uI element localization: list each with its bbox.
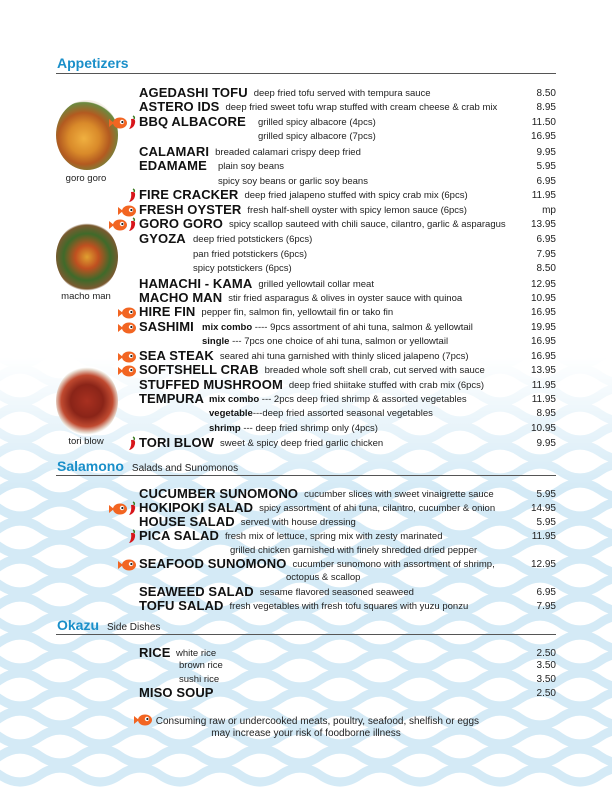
menu-item — [0, 114, 612, 129]
item-option-label: mix combo — [209, 394, 260, 405]
item-name: BBQ ALBACORE — [139, 114, 246, 129]
item-name: HIRE FIN — [139, 304, 196, 319]
item-description-text: white rice — [176, 648, 217, 659]
menu-item-option — [0, 260, 612, 275]
menu-item — [0, 187, 612, 202]
section-title-salamono: Salamono Salads and Sunomonos — [57, 458, 239, 474]
item-option-label: shrimp — [209, 423, 241, 434]
item-price: 16.95 — [530, 351, 556, 362]
item-description — [202, 334, 448, 349]
item-price: 5.95 — [536, 489, 556, 500]
item-description-text: fresh mix of lettuce, spring mix with zesty marinated — [224, 531, 443, 542]
item-price: 8.50 — [536, 88, 556, 99]
item-description — [286, 570, 360, 585]
footer-line-1: Consuming raw or undercooked meats, poultry, seafood, shelfish or eggs — [155, 716, 480, 727]
item-option-label: single — [202, 336, 230, 347]
item-description-text: grilled yellowtail collar meat — [258, 279, 374, 290]
menu-item-option — [0, 542, 612, 557]
item-price: 16.95 — [530, 131, 556, 142]
item-price: 6.95 — [536, 234, 556, 245]
menu-item — [0, 528, 612, 543]
item-description-text: served with house dressing — [240, 517, 356, 528]
item-description-text: ---- 9pcs assortment of ahi tuna, salmon & yellowtail — [252, 322, 473, 333]
item-price: mp — [542, 205, 556, 216]
menu-item — [0, 362, 612, 377]
item-description-text: breaded calamari crispy deep fried — [215, 147, 361, 158]
menu-item-option — [0, 246, 612, 261]
item-description-text: deep fried tofu served with tempura sauce — [253, 88, 431, 99]
item-price: 7.95 — [536, 601, 556, 612]
item-name: TOFU SALAD — [139, 598, 224, 613]
item-name: ASTERO IDS — [139, 99, 220, 114]
menu-item — [0, 304, 612, 319]
item-description-text: --- 2pcs deep fried shrimp & assorted vegetables — [259, 394, 467, 405]
item-description-text: cucumber sunomono with assortment of shrimp, — [292, 559, 495, 570]
menu-item — [0, 276, 612, 291]
item-price: 5.95 — [536, 161, 556, 172]
item-name: SASHIMI — [139, 319, 194, 334]
item-price: 16.95 — [530, 336, 556, 347]
item-name: TORI BLOW — [139, 435, 215, 450]
item-description-text: grilled spicy albacore (7pcs) — [258, 131, 376, 142]
item-price: 12.95 — [530, 279, 556, 290]
menu-item-option — [0, 173, 612, 188]
item-description-text: --- deep fried shrimp only (4pcs) — [240, 423, 378, 434]
item-price: 5.95 — [536, 517, 556, 528]
item-name: CUCUMBER SUNOMONO — [139, 486, 299, 501]
item-name: GORO GORO — [139, 216, 223, 231]
item-price: 11.95 — [531, 190, 556, 201]
item-description-text: seared ahi tuna garnished with thinly sliced jalapeno (7pcs) — [219, 351, 469, 362]
item-price: 11.95 — [531, 531, 556, 542]
menu-item — [0, 290, 612, 305]
item-price: 2.50 — [536, 648, 556, 659]
item-description — [193, 232, 312, 247]
section-divider — [56, 634, 556, 635]
item-description-text: spicy assortment of ahi tuna, cilantro, cucumber & onion — [259, 503, 496, 514]
item-description-text: spicy potstickers (6pcs) — [193, 263, 292, 274]
menu-item — [0, 391, 612, 406]
item-name: SEA STEAK — [139, 348, 214, 363]
item-price: 16.95 — [530, 307, 556, 318]
item-price: 13.95 — [530, 365, 556, 376]
item-name: MACHO MAN — [139, 290, 223, 305]
photo-caption: tori blow — [68, 436, 104, 447]
item-description — [218, 159, 284, 174]
section-title-appetizers: Appetizers — [57, 55, 129, 71]
item-name: SEAWEED SALAD — [139, 584, 254, 599]
menu-item — [0, 99, 612, 114]
photo-caption: goro goro — [65, 173, 107, 184]
item-description-text: deep fried shiitake stuffed with crab mix (6pcs) — [288, 380, 485, 391]
item-description-text: --- 7pcs one choice of ahi tuna, salmon or yellowtail — [229, 336, 449, 347]
item-description-text: sesame flavored seasoned seaweed — [259, 587, 414, 598]
menu-item-option — [0, 420, 612, 435]
menu-item — [0, 348, 612, 363]
menu-item — [0, 435, 612, 450]
item-description-text: cucumber slices with sweet vinaigrette sauce — [304, 489, 494, 500]
item-description-text: deep fried potstickers (6pcs) — [193, 234, 313, 245]
item-description-text: fresh half-shell oyster with spicy lemon sauce (6pcs) — [247, 205, 467, 216]
item-price: 2.50 — [536, 688, 556, 699]
item-price: 9.95 — [536, 147, 556, 158]
item-option-label: vegetable — [209, 408, 253, 419]
menu-item-option — [0, 569, 612, 584]
menu-item-option — [0, 671, 612, 686]
item-description — [258, 129, 376, 144]
item-price: 3.50 — [536, 660, 556, 671]
item-price: 11.50 — [531, 117, 556, 128]
section-title-okazu: Okazu Side Dishes — [57, 617, 161, 633]
menu-item — [0, 514, 612, 529]
item-description-text: ---deep fried assorted seasonal vegetables — [252, 408, 433, 419]
item-description-text: sushi rice — [179, 674, 220, 685]
menu-item — [0, 144, 612, 159]
item-description-text: stir fried asparagus & olives in oyster sauce with quinoa — [228, 293, 463, 304]
item-price: 11.95 — [531, 394, 556, 405]
item-price: 19.95 — [530, 322, 556, 333]
item-description — [265, 363, 485, 378]
item-price: 13.95 — [530, 219, 556, 230]
item-description-text: pan fried potstickers (6pcs) — [193, 249, 308, 260]
menu-item-option — [0, 405, 612, 420]
item-description-text: deep fried jalapeno stuffed with spicy crab mix (6pcs) — [244, 190, 468, 201]
item-name: HAMACHI - KAMA — [139, 276, 253, 291]
item-name: EDAMAME — [139, 158, 207, 173]
section-subtitle: Salads and Sunomonos — [131, 463, 239, 474]
menu-item — [0, 216, 612, 231]
menu-item — [0, 598, 612, 613]
item-name: GYOZA — [139, 231, 186, 246]
item-price: 6.95 — [536, 176, 556, 187]
item-name: HOKIPOKI SALAD — [139, 500, 254, 515]
item-name: FRESH OYSTER — [139, 202, 242, 217]
item-name: TEMPURA — [139, 391, 204, 406]
footer-warning — [0, 714, 612, 729]
item-price: 9.95 — [536, 438, 556, 449]
item-name: CALAMARI — [139, 144, 210, 159]
menu-item — [0, 85, 612, 100]
menu-item — [0, 158, 612, 173]
item-description — [229, 217, 506, 232]
item-price: 8.95 — [536, 102, 556, 113]
item-description-text: sweet & spicy deep fried garlic chicken — [220, 438, 384, 449]
item-name: MISO SOUP — [139, 685, 214, 700]
menu-item-option — [0, 128, 612, 143]
item-description — [220, 436, 383, 451]
item-description — [209, 406, 433, 421]
item-description — [230, 599, 469, 614]
item-price: 8.50 — [536, 263, 556, 274]
footer-line-2: may increase your risk of foodborne illness — [211, 728, 401, 739]
photo-caption: macho man — [61, 291, 111, 302]
item-price: 10.95 — [530, 293, 556, 304]
item-price: 3.50 — [536, 674, 556, 685]
item-description-text: grilled chicken garnished with finely shredded dried pepper — [230, 545, 478, 556]
item-description-text: fresh vegetables with fresh tofu squares with yuzu ponzu — [229, 601, 469, 612]
menu-item — [0, 377, 612, 392]
item-description — [193, 261, 292, 276]
menu-item — [0, 231, 612, 246]
item-name: HOUSE SALAD — [139, 514, 235, 529]
menu-item — [0, 685, 612, 700]
item-description-text: octopus & scallop — [286, 572, 361, 583]
item-description-text: plain soy beans — [218, 161, 285, 172]
item-description — [244, 188, 467, 203]
item-description-text: brown rice — [179, 660, 223, 671]
item-price: 11.95 — [531, 380, 556, 391]
item-name: PICA SALAD — [139, 528, 219, 543]
item-price: 7.95 — [536, 249, 556, 260]
item-description — [225, 100, 497, 115]
menu-item-option — [0, 333, 612, 348]
item-price: 6.95 — [536, 587, 556, 598]
item-name: STUFFED MUSHROOM — [139, 377, 283, 392]
item-description — [201, 305, 393, 320]
item-name: SOFTSHELL CRAB — [139, 362, 259, 377]
menu-item — [0, 486, 612, 501]
item-name: AGEDASHI TOFU — [139, 85, 248, 100]
menu-item-option — [0, 657, 612, 672]
item-description-text: deep fried sweet tofu wrap stuffed with cream cheese & crab mix — [225, 102, 498, 113]
item-description-text: spicy soy beans or garlic soy beans — [218, 176, 368, 187]
menu-item — [0, 500, 612, 515]
menu-item — [0, 202, 612, 217]
menu-item — [0, 584, 612, 599]
item-price: 14.95 — [530, 503, 556, 514]
pepper-spicy-icon — [128, 436, 137, 456]
item-price: 8.95 — [536, 408, 556, 419]
item-option-label: mix combo — [202, 322, 253, 333]
item-description-text: grilled spicy albacore (4pcs) — [258, 117, 376, 128]
item-description-text: spicy scallop sauteed with chili sauce, cilantro, garlic & asparagus — [228, 219, 506, 230]
item-price: 12.95 — [530, 559, 556, 570]
section-divider — [56, 73, 556, 74]
menu-item — [0, 319, 612, 334]
item-price: 10.95 — [530, 423, 556, 434]
item-description-text: breaded whole soft shell crab, cut served with sauce — [264, 365, 485, 376]
item-name: FIRE CRACKER — [139, 187, 239, 202]
item-name: SEAFOOD SUNOMONO — [139, 556, 287, 571]
item-description — [209, 421, 378, 436]
item-name: RICE — [139, 645, 171, 660]
section-divider — [56, 475, 556, 476]
section-subtitle: Side Dishes — [107, 622, 161, 633]
item-description-text: pepper fin, salmon fin, yellowtail fin or tako fin — [201, 307, 394, 318]
